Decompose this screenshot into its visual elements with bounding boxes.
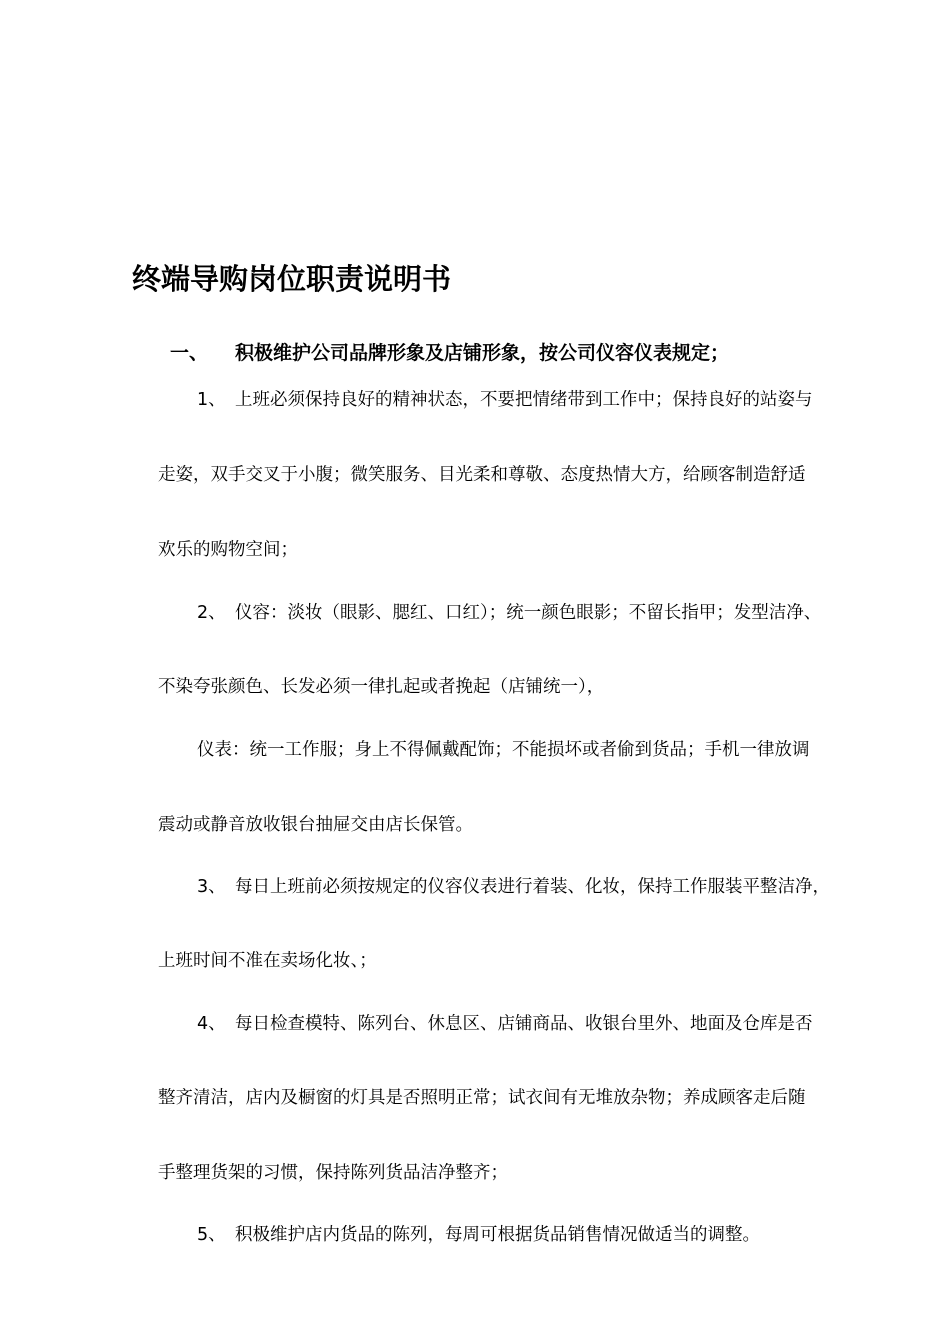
list-item-2-line-1	[197, 599, 821, 624]
list-item-5-line-1	[197, 1221, 760, 1246]
paragraph-text: 上班必须保持良好的精神状态，不要把情绪带到工作中；保持良好的站姿与	[235, 390, 813, 410]
paragraph-line: 整齐清洁，店内及橱窗的灯具是否照明正常；试衣间有无堆放杂物；养成顾客走后随	[158, 1088, 806, 1108]
paragraph-line: 上班时间不准在卖场化妆、；	[158, 951, 377, 971]
paragraph-text: 每日检查模特、陈列台、休息区、店铺商品、收银台里外、地面及仓库是否	[235, 1014, 813, 1034]
paragraph-text: 每日上班前必须按规定的仪容仪表进行着装、化妆，保持工作服装平整洁净，	[235, 877, 830, 897]
paragraph-text: 积极维护店内货品的陈列，每周可根据货品销售情况做适当的调整。	[235, 1225, 760, 1245]
paragraph-line: 欢乐的购物空间；	[158, 540, 298, 560]
paragraph-line: 不染夸张颜色、长发必须一律扎起或者挽起（店铺统一），	[158, 677, 605, 697]
paragraph-line: 震动或静音放收银台抽屉交由店长保管。	[158, 815, 473, 835]
section-heading	[170, 338, 729, 365]
list-item-4-line-1	[197, 1010, 813, 1035]
list-item-number: 1、	[197, 390, 226, 410]
paragraph-line: 仪表：统一工作服；身上不得佩戴配饰；不能损坏或者偷到货品；手机一律放调	[197, 740, 810, 760]
list-item-number: 3、	[197, 877, 226, 897]
paragraph-line: 走姿，双手交叉于小腹；微笑服务、目光柔和尊敬、态度热情大方，给顾客制造舒适	[158, 465, 806, 485]
list-item-3-line-1	[197, 873, 830, 898]
list-item-number: 5、	[197, 1225, 226, 1245]
list-item-1-line-1	[197, 386, 813, 411]
document-title: 终端导购岗位职责说明书	[132, 262, 452, 296]
paragraph-text: 仪容：淡妆（眼影、腮红、口红）；统一颜色眼影；不留长指甲；发型洁净、	[235, 603, 822, 623]
list-item-number: 2、	[197, 603, 226, 623]
section-heading-text: 积极维护公司品牌形象及店铺形象，按公司仪容仪表规定；	[235, 342, 730, 364]
paragraph-line: 手整理货架的习惯，保持陈列货品洁净整齐；	[158, 1163, 508, 1183]
list-item-number: 4、	[197, 1014, 226, 1034]
section-number: 一、	[170, 342, 209, 364]
